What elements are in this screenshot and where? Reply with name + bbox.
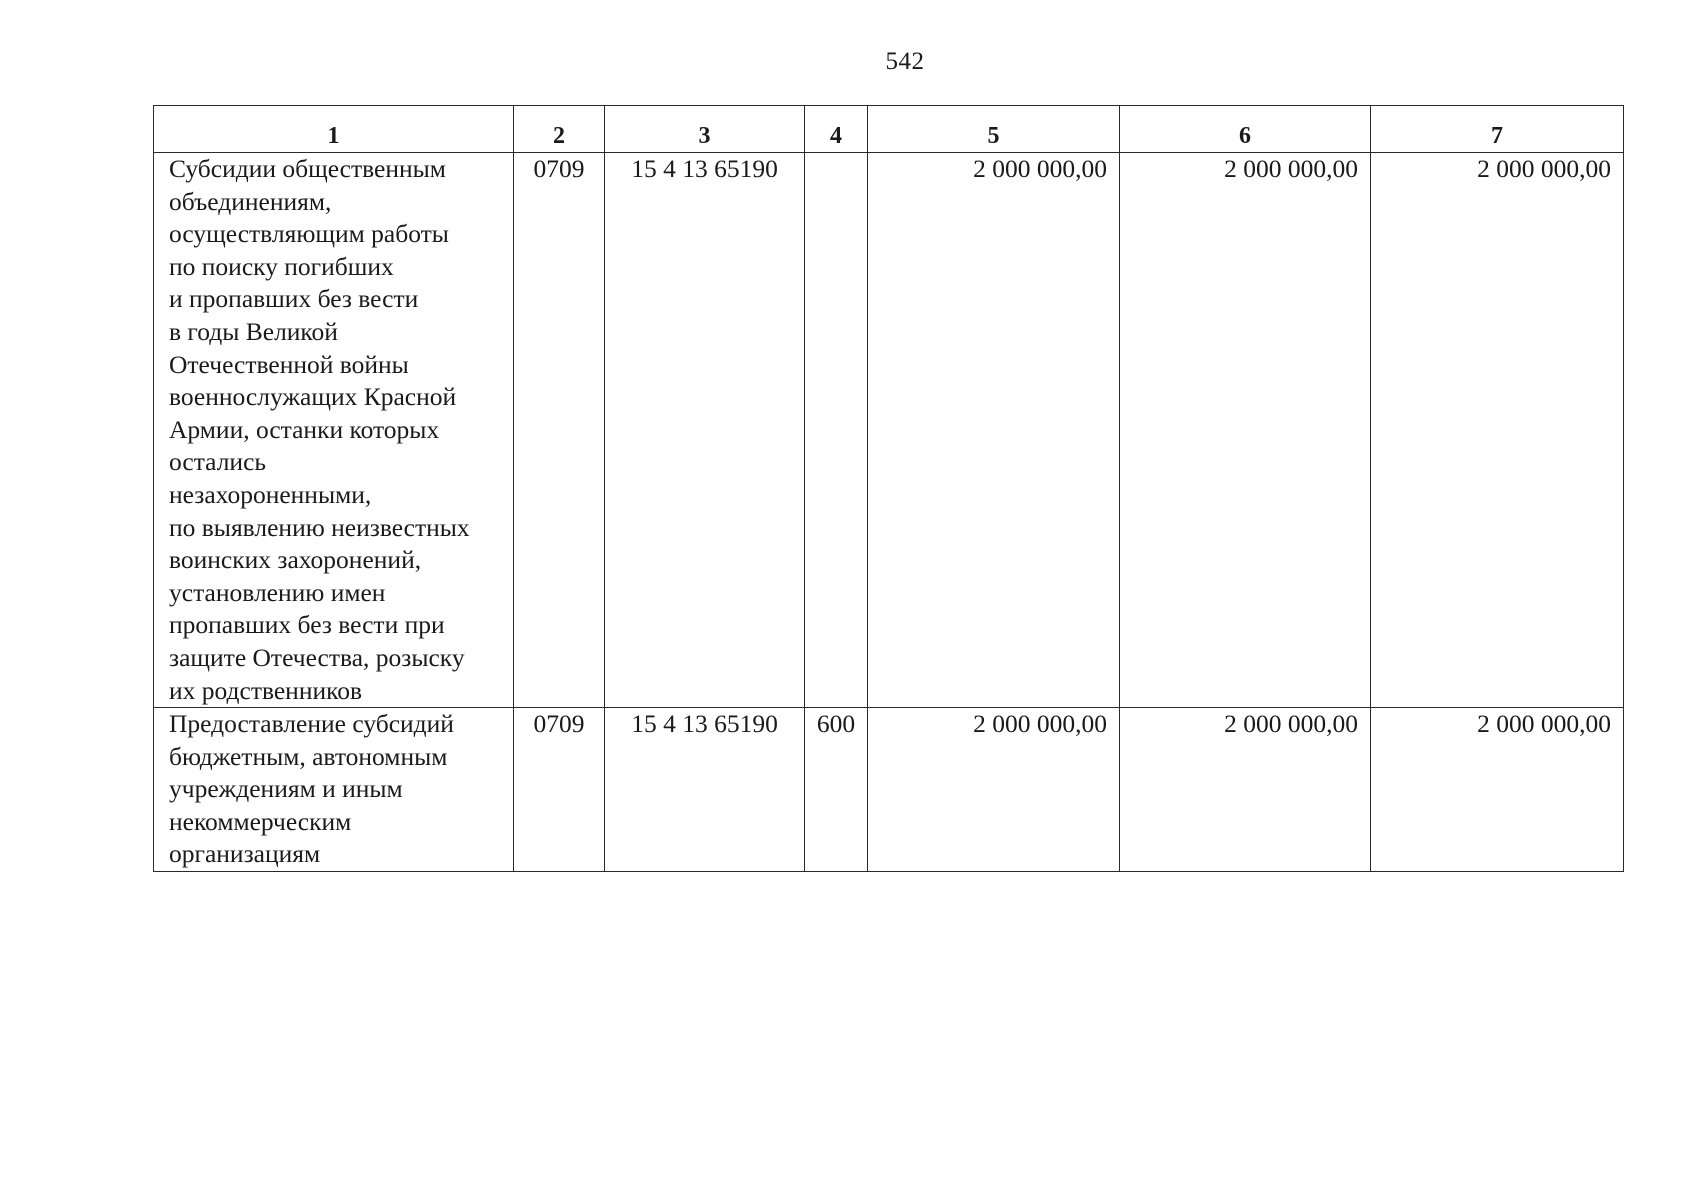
item-name-line: учреждениям и иным	[169, 774, 403, 804]
column-header-6: 6	[1120, 106, 1371, 153]
amount-5-cell: 2 000 000,00	[868, 708, 1120, 872]
item-name-line: в годы Великой	[169, 316, 338, 346]
expense-type-cell	[805, 153, 868, 708]
table-row	[154, 153, 1624, 708]
item-name-line: воинских захоронений,	[169, 545, 422, 575]
amount-7-cell: 2 000 000,00	[1371, 153, 1624, 708]
item-name-line: защите Отечества, розыску	[169, 642, 465, 672]
table-row	[154, 708, 1624, 872]
column-header-1: 1	[154, 106, 514, 153]
item-name-line: организациям	[169, 839, 321, 869]
amount-7-cell: 2 000 000,00	[1371, 708, 1624, 872]
item-name-line: остались	[169, 447, 267, 477]
section-code-cell: 0709	[514, 708, 605, 872]
item-name-line: пропавших без вести при	[169, 610, 445, 640]
item-name-line: Субсидии общественным	[169, 154, 446, 183]
target-article-cell: 15 4 13 65190	[605, 708, 805, 872]
item-name-line: военнослужащих Красной	[169, 382, 457, 412]
target-article-cell: 15 4 13 65190	[605, 153, 805, 708]
item-name-line: некоммерческим	[169, 806, 352, 836]
item-name-line: по поиску погибших	[169, 251, 394, 281]
item-name-line: Отечественной войны	[169, 349, 409, 379]
item-name-cell	[154, 153, 514, 708]
item-name-line: Предоставление субсидий	[169, 709, 454, 739]
item-name-line: по выявлению неизвестных	[169, 512, 470, 542]
section-code-cell: 0709	[514, 153, 605, 708]
item-name-line: установлению имен	[169, 577, 386, 607]
item-name-line: бюджетным, автономным	[169, 741, 448, 771]
column-header-5: 5	[868, 106, 1120, 153]
column-header-2: 2	[514, 106, 605, 153]
amount-5-cell: 2 000 000,00	[868, 153, 1120, 708]
budget-table	[153, 105, 1624, 872]
item-name-line: и пропавших без вести	[169, 284, 419, 314]
item-name-line: объединениям,	[169, 186, 332, 216]
item-name-line: незахороненными,	[169, 479, 372, 509]
item-name-line: их родственников	[169, 675, 363, 705]
item-name-line: осуществляющим работы	[169, 219, 449, 249]
item-name-line: Армии, останки которых	[169, 414, 440, 444]
item-name-cell	[154, 708, 514, 872]
page-number: 542	[885, 48, 925, 75]
expense-type-cell: 600	[805, 708, 868, 872]
column-header-4: 4	[805, 106, 868, 153]
column-header-7: 7	[1371, 106, 1624, 153]
amount-6-cell: 2 000 000,00	[1120, 708, 1371, 872]
column-header-3: 3	[605, 106, 805, 153]
table-header-row	[154, 106, 1624, 153]
amount-6-cell: 2 000 000,00	[1120, 153, 1371, 708]
